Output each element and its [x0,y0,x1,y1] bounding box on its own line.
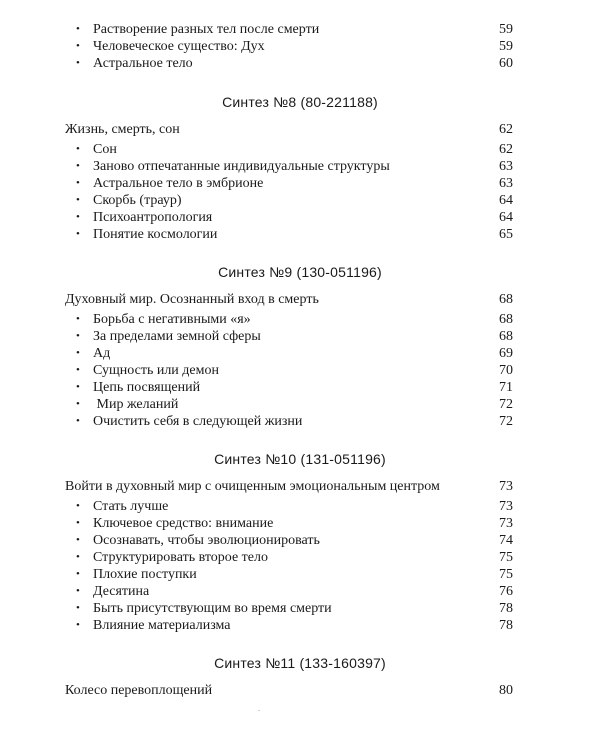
bullet: • [76,40,80,52]
toc-page-number: 73 [499,499,513,514]
bullet: • [76,313,80,325]
toc-item [76,209,513,226]
toc-page-number: 63 [499,176,513,191]
toc-page-number: 70 [499,363,513,378]
bullet: • [76,330,80,342]
toc-page-number: 69 [499,346,513,361]
toc-page-number: 68 [499,292,513,307]
toc-item [76,600,513,617]
toc-item [76,38,513,55]
section-heading: Синтез №11 (133-160397) [214,655,386,671]
toc-item [76,192,513,209]
toc-page-number: 72 [499,414,513,429]
bullet: • [76,534,80,546]
toc-item-label: Стать лучше [93,499,169,514]
toc-page-number: 80 [499,683,513,698]
toc-item [76,396,513,413]
bullet: • [76,551,80,563]
section-heading: Синтез №8 (80-221188) [222,94,378,110]
bullet: • [76,568,80,580]
toc-item-label: Ад [93,346,111,361]
toc-page-number: 74 [499,533,513,548]
toc-item-label: Цепь посвящений [93,380,201,395]
toc-item-label: Человеческое существо: Дух [93,39,265,54]
toc-item-label: Влияние материализма [93,618,231,633]
toc-page-number: 75 [499,550,513,565]
section-heading: Синтез №10 (131-051196) [214,451,386,467]
bullet: • [76,500,80,512]
toc-page-number: 65 [499,227,513,242]
toc-page-number: 63 [499,159,513,174]
bullet: • [76,347,80,359]
toc-item [76,549,513,566]
bullet: • [76,517,80,529]
toc-item [76,617,513,634]
toc-item-label: Астральное тело в эмбрионе [93,176,264,191]
toc-item-label: Скорбь (траур) [93,193,182,208]
toc-chapter [65,478,513,495]
toc-item [76,583,513,600]
toc-item [76,226,513,243]
toc-item-label: Десятина [93,584,150,599]
print-speck [258,710,260,711]
toc-item [76,345,513,362]
bullet: • [76,23,80,35]
toc-item [76,515,513,532]
toc-item-label: Растворение разных тел после смерти [93,22,320,37]
bullet: • [76,415,80,427]
toc-item [76,311,513,328]
bullet: • [76,364,80,376]
toc-page-number: 64 [499,210,513,225]
toc-item-label: Понятие космологии [93,227,218,242]
section-heading: Синтез №9 (130-051196) [218,264,382,280]
toc-item [76,566,513,583]
toc-chapter-label: Войти в духовный мир с очищенным эмоциональным центром [65,479,440,494]
toc-page-number: 73 [499,516,513,531]
toc-item-label: Осознавать, чтобы эволюционировать [93,533,320,548]
bullet: • [76,143,80,155]
toc-page-number: 62 [499,122,513,137]
toc-item-label: За пределами земной сферы [93,329,261,344]
bullet: • [76,585,80,597]
toc-item [76,413,513,430]
toc-page-number: 62 [499,142,513,157]
toc-item-label: Очистить себя в следующей жизни [93,414,303,429]
toc-item-label: Ключевое средство: внимание [93,516,274,531]
toc-page-number: 78 [499,601,513,616]
toc-item [76,175,513,192]
toc-page-number: 72 [499,397,513,412]
bullet: • [76,211,80,223]
toc-page-number: 78 [499,618,513,633]
toc-page-number: 64 [499,193,513,208]
toc-item-label: Сон [93,142,117,157]
toc-page-number: 59 [499,39,513,54]
bullet: • [76,398,80,410]
toc-page-number: 76 [499,584,513,599]
toc-page-number: 68 [499,312,513,327]
toc-page-number: 71 [499,380,513,395]
toc-item [76,21,513,38]
bullet: • [76,194,80,206]
toc-page-number: 75 [499,567,513,582]
toc-item [76,55,513,72]
toc-item [76,379,513,396]
toc-item [76,328,513,345]
toc-page-number: 73 [499,479,513,494]
toc-page-number: 59 [499,22,513,37]
toc-item-label: Быть присутствующим во время смерти [93,601,332,616]
toc-item-label: Астральное тело [93,56,193,71]
toc-item-label: Заново отпечатанные индивидуальные структуры [93,159,390,174]
toc-item [76,158,513,175]
bullet: • [76,177,80,189]
toc-item [76,141,513,158]
bullet: • [76,602,80,614]
toc-item-label: Борьба с негативными «я» [93,312,251,327]
bullet: • [76,619,80,631]
toc-item-label: Сущность или демон [93,363,219,378]
bullet: • [76,228,80,240]
toc-page-number: 68 [499,329,513,344]
toc-item [76,532,513,549]
toc-page-number: 60 [499,56,513,71]
bullet: • [76,381,80,393]
toc-item-label: Мир желаний [93,397,179,412]
bullet: • [76,160,80,172]
toc-item-label: Структурировать второе тело [93,550,268,565]
toc-chapter-label: Жизнь, смерть, сон [65,122,180,137]
toc-chapter-label: Колесо перевоплощений [65,683,213,698]
toc-chapter-label: Духовный мир. Осознанный вход в смерть [65,292,319,307]
toc-item [76,498,513,515]
toc-item-label: Психоантропология [93,210,213,225]
toc-item-label: Плохие поступки [93,567,197,582]
toc-chapter [65,121,513,138]
bullet: • [76,57,80,69]
toc-chapter [65,682,513,699]
toc-chapter [65,291,513,308]
toc-item [76,362,513,379]
